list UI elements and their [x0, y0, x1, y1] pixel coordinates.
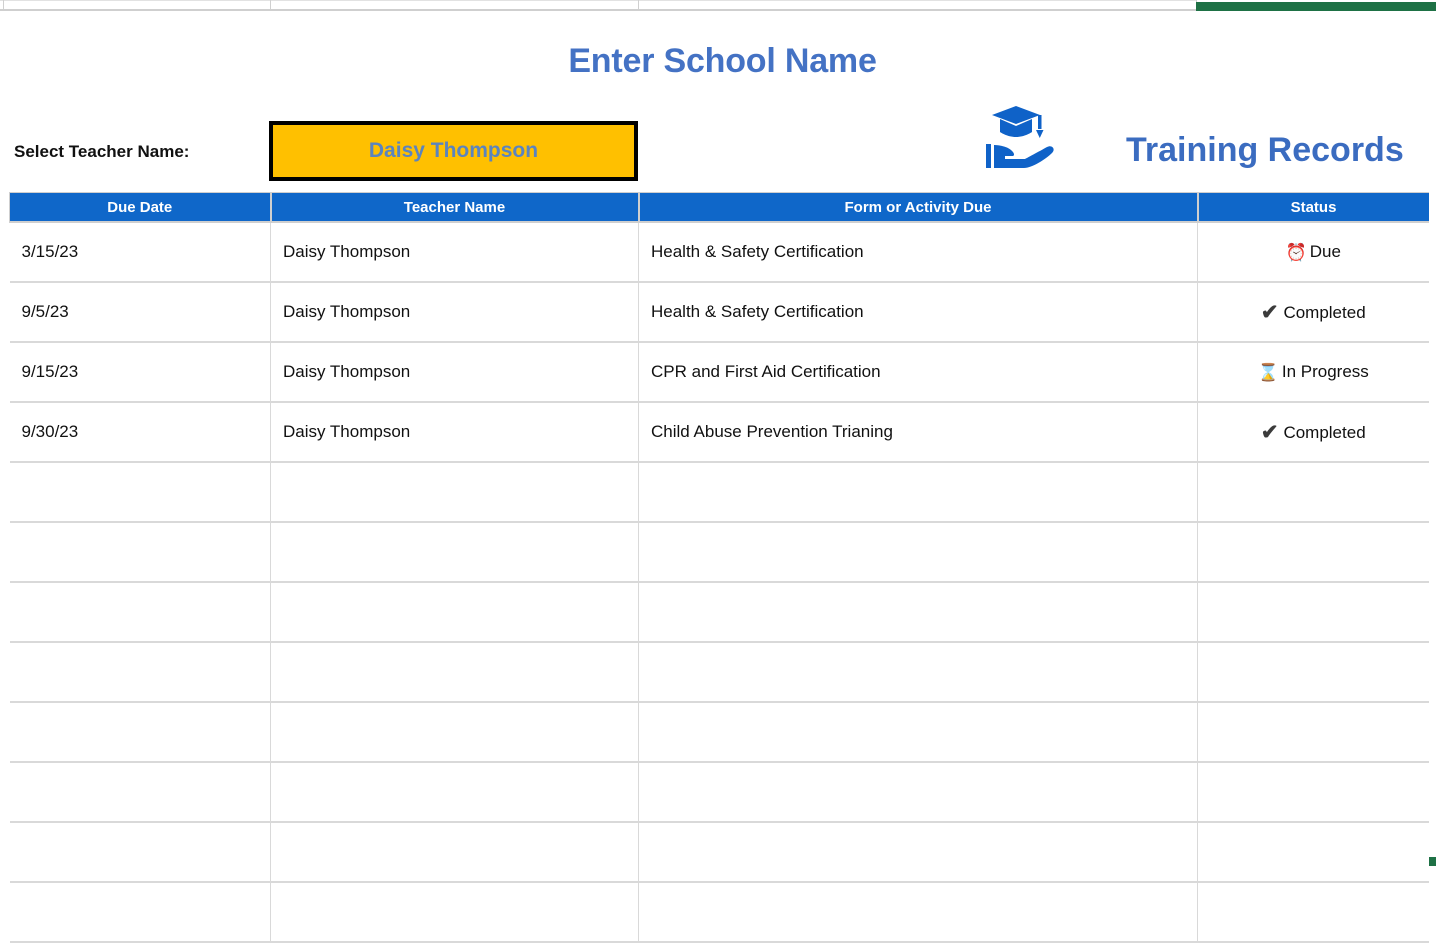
- table-row[interactable]: [10, 282, 1429, 342]
- column-header-teacher-name[interactable]: Teacher Name: [271, 193, 639, 223]
- cell-teacher-name[interactable]: [271, 702, 639, 762]
- cell-status[interactable]: [1198, 582, 1429, 642]
- cell-status[interactable]: [1198, 462, 1429, 522]
- cell-status[interactable]: [1198, 882, 1429, 942]
- cell-form-or-activity[interactable]: [639, 582, 1198, 642]
- cell-form-or-activity[interactable]: CPR and First Aid Certification: [639, 342, 1198, 402]
- teacher-name-select[interactable]: [269, 121, 638, 181]
- cell-due-date[interactable]: [10, 702, 271, 762]
- cell-status[interactable]: [1198, 282, 1429, 342]
- column-header-status[interactable]: Status: [1198, 193, 1429, 223]
- table-header-row: [10, 193, 1429, 223]
- cell-teacher-name[interactable]: [271, 762, 639, 822]
- check-mark-icon: ✔: [1260, 300, 1279, 324]
- training-records-table: [9, 192, 1429, 943]
- top-strip-lower-rule: [0, 9, 1196, 11]
- table-row-empty[interactable]: [10, 822, 1429, 882]
- hourglass-icon: ⌛: [1257, 362, 1279, 382]
- cell-form-or-activity[interactable]: [639, 822, 1198, 882]
- accent-bar-top: [1196, 2, 1436, 11]
- cell-status[interactable]: [1198, 342, 1429, 402]
- cell-form-or-activity[interactable]: [639, 762, 1198, 822]
- cell-status[interactable]: [1198, 762, 1429, 822]
- cell-form-or-activity[interactable]: [639, 882, 1198, 942]
- table-row[interactable]: [10, 342, 1429, 402]
- status-label: Completed: [1283, 422, 1366, 442]
- table-row-empty[interactable]: [10, 702, 1429, 762]
- cell-teacher-name[interactable]: [271, 582, 639, 642]
- cell-due-date[interactable]: [10, 462, 271, 522]
- cell-status[interactable]: [1198, 402, 1429, 462]
- table-row-empty[interactable]: [10, 882, 1429, 942]
- cell-teacher-name[interactable]: Daisy Thompson: [271, 222, 639, 282]
- table-row-empty[interactable]: [10, 462, 1429, 522]
- cell-teacher-name[interactable]: Daisy Thompson: [271, 282, 639, 342]
- status-label: Due: [1309, 241, 1341, 261]
- cell-form-or-activity[interactable]: [639, 462, 1198, 522]
- cell-due-date[interactable]: [10, 522, 271, 582]
- graduation-cap-on-hand-icon: [978, 100, 1058, 172]
- cell-form-or-activity[interactable]: [639, 642, 1198, 702]
- cell-due-date[interactable]: [10, 882, 271, 942]
- cell-form-or-activity[interactable]: Health & Safety Certification: [639, 222, 1198, 282]
- select-teacher-label: Select Teacher Name:: [14, 142, 190, 161]
- table-row-empty[interactable]: [10, 582, 1429, 642]
- table-row-empty[interactable]: [10, 642, 1429, 702]
- cell-status[interactable]: [1198, 522, 1429, 582]
- cell-status[interactable]: [1198, 702, 1429, 762]
- cell-teacher-name[interactable]: Daisy Thompson: [271, 402, 639, 462]
- cell-teacher-name[interactable]: [271, 462, 639, 522]
- cell-due-date[interactable]: [10, 582, 271, 642]
- cell-due-date[interactable]: 9/30/23: [10, 402, 271, 462]
- teacher-name-select-value: Daisy Thompson: [368, 139, 539, 162]
- table-row-empty[interactable]: [10, 762, 1429, 822]
- column-header-form-or-activity[interactable]: Form or Activity Due: [639, 193, 1198, 223]
- cell-due-date[interactable]: [10, 762, 271, 822]
- section-title: Training Records: [1126, 131, 1404, 169]
- cell-status[interactable]: [1198, 222, 1429, 282]
- cell-status[interactable]: [1198, 822, 1429, 882]
- table-row[interactable]: [10, 402, 1429, 462]
- cell-teacher-name[interactable]: [271, 882, 639, 942]
- cell-status[interactable]: [1198, 642, 1429, 702]
- check-mark-icon: ✔: [1260, 420, 1279, 444]
- cell-due-date[interactable]: [10, 822, 271, 882]
- cell-due-date[interactable]: 9/15/23: [10, 342, 271, 402]
- status-label: Completed: [1283, 302, 1366, 322]
- training-records-body: [10, 222, 1429, 942]
- cell-due-date[interactable]: [10, 642, 271, 702]
- cell-form-or-activity[interactable]: Child Abuse Prevention Trianing: [639, 402, 1198, 462]
- table-row[interactable]: [10, 222, 1429, 282]
- top-strip-upper-rule: [0, 0, 1196, 1]
- cell-form-or-activity[interactable]: [639, 522, 1198, 582]
- cell-teacher-name[interactable]: [271, 642, 639, 702]
- cell-due-date[interactable]: 3/15/23: [10, 222, 271, 282]
- cell-teacher-name[interactable]: [271, 522, 639, 582]
- cell-form-or-activity[interactable]: Health & Safety Certification: [639, 282, 1198, 342]
- table-row-empty[interactable]: [10, 522, 1429, 582]
- cell-due-date[interactable]: 9/5/23: [10, 282, 271, 342]
- column-header-due-date[interactable]: Due Date: [10, 193, 271, 223]
- status-label: In Progress: [1281, 361, 1369, 381]
- alarm-clock-icon: ⏰: [1285, 242, 1307, 262]
- cell-teacher-name[interactable]: [271, 822, 639, 882]
- page-title: Enter School Name: [568, 42, 877, 80]
- cell-form-or-activity[interactable]: [639, 702, 1198, 762]
- cell-teacher-name[interactable]: Daisy Thompson: [271, 342, 639, 402]
